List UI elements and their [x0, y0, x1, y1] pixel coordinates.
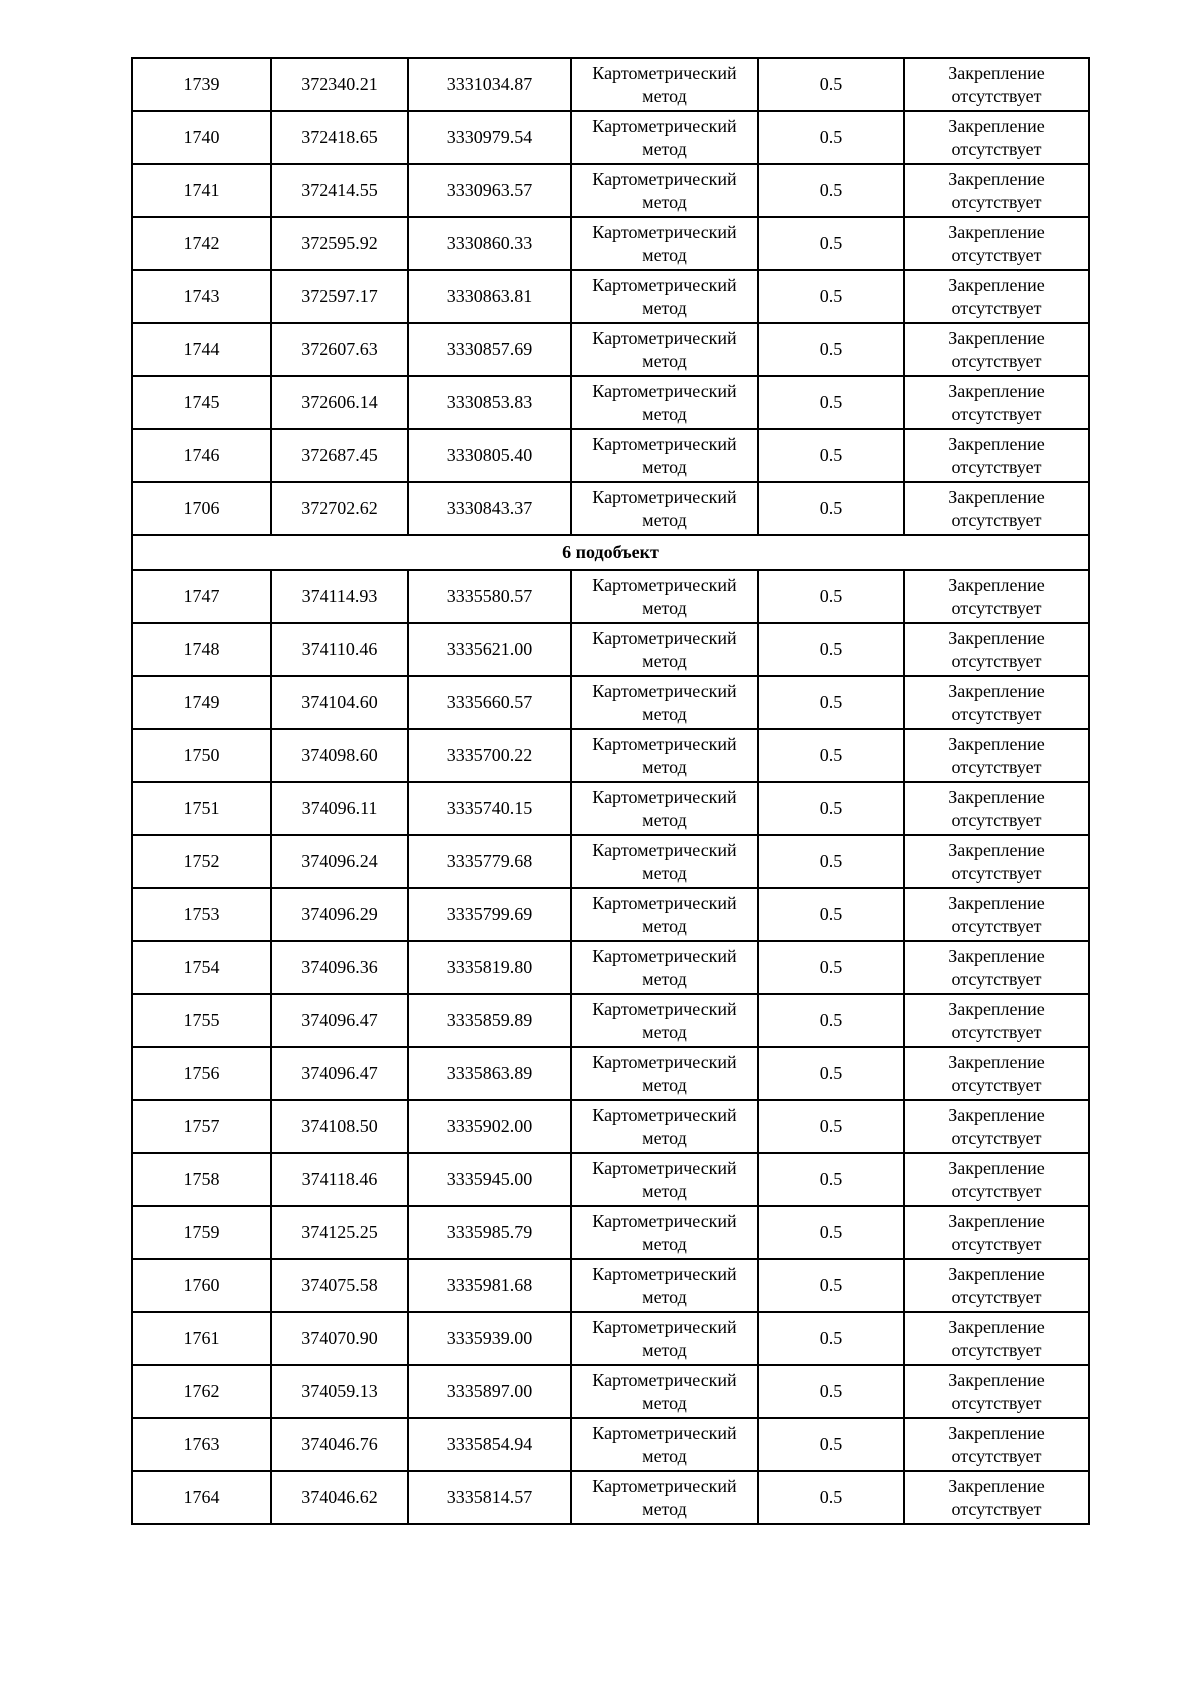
y-coordinate-cell: 3335854.94: [408, 1418, 571, 1471]
point-number-cell: 1745: [132, 376, 271, 429]
y-coordinate-cell: 3335621.00: [408, 623, 571, 676]
method-cell: Картометрический метод: [571, 941, 758, 994]
x-coordinate-cell: 372418.65: [271, 111, 408, 164]
point-number-cell: 1759: [132, 1206, 271, 1259]
accuracy-cell: 0.5: [758, 835, 904, 888]
accuracy-cell: 0.5: [758, 729, 904, 782]
accuracy-cell: 0.5: [758, 623, 904, 676]
table-row: [132, 994, 1089, 1047]
table-row: [132, 729, 1089, 782]
fixing-cell: Закрепление отсутствует: [904, 941, 1089, 994]
x-coordinate-cell: 374096.47: [271, 994, 408, 1047]
y-coordinate-cell: 3335660.57: [408, 676, 571, 729]
table-row: [132, 1259, 1089, 1312]
accuracy-cell: 0.5: [758, 111, 904, 164]
fixing-cell: Закрепление отсутствует: [904, 1047, 1089, 1100]
point-number-cell: 1742: [132, 217, 271, 270]
method-cell: Картометрический метод: [571, 623, 758, 676]
table-row: [132, 1047, 1089, 1100]
point-number-cell: 1739: [132, 58, 271, 111]
method-cell: Картометрический метод: [571, 111, 758, 164]
point-number-cell: 1743: [132, 270, 271, 323]
method-cell: Картометрический метод: [571, 1100, 758, 1153]
y-coordinate-cell: 3331034.87: [408, 58, 571, 111]
fixing-cell: Закрепление отсутствует: [904, 111, 1089, 164]
table-row: [132, 1206, 1089, 1259]
point-number-cell: 1747: [132, 570, 271, 623]
fixing-cell: Закрепление отсутствует: [904, 1365, 1089, 1418]
y-coordinate-cell: 3335945.00: [408, 1153, 571, 1206]
table-row: [132, 111, 1089, 164]
point-number-cell: 1763: [132, 1418, 271, 1471]
point-number-cell: 1756: [132, 1047, 271, 1100]
accuracy-cell: 0.5: [758, 217, 904, 270]
y-coordinate-cell: 3335814.57: [408, 1471, 571, 1524]
point-number-cell: 1760: [132, 1259, 271, 1312]
x-coordinate-cell: 374104.60: [271, 676, 408, 729]
fixing-cell: Закрепление отсутствует: [904, 1153, 1089, 1206]
fixing-cell: Закрепление отсутствует: [904, 994, 1089, 1047]
y-coordinate-cell: 3335939.00: [408, 1312, 571, 1365]
y-coordinate-cell: 3330843.37: [408, 482, 571, 535]
method-cell: Картометрический метод: [571, 1259, 758, 1312]
point-number-cell: 1748: [132, 623, 271, 676]
x-coordinate-cell: 374110.46: [271, 623, 408, 676]
accuracy-cell: 0.5: [758, 570, 904, 623]
y-coordinate-cell: 3335863.89: [408, 1047, 571, 1100]
x-coordinate-cell: 372414.55: [271, 164, 408, 217]
table-row: [132, 270, 1089, 323]
accuracy-cell: 0.5: [758, 1206, 904, 1259]
method-cell: Картометрический метод: [571, 782, 758, 835]
point-number-cell: 1741: [132, 164, 271, 217]
y-coordinate-cell: 3330860.33: [408, 217, 571, 270]
x-coordinate-cell: 374096.24: [271, 835, 408, 888]
x-coordinate-cell: 374096.29: [271, 888, 408, 941]
x-coordinate-cell: 374046.62: [271, 1471, 408, 1524]
fixing-cell: Закрепление отсутствует: [904, 676, 1089, 729]
accuracy-cell: 0.5: [758, 1259, 904, 1312]
x-coordinate-cell: 374070.90: [271, 1312, 408, 1365]
point-number-cell: 1706: [132, 482, 271, 535]
y-coordinate-cell: 3330863.81: [408, 270, 571, 323]
accuracy-cell: 0.5: [758, 676, 904, 729]
y-coordinate-cell: 3330979.54: [408, 111, 571, 164]
y-coordinate-cell: 3335779.68: [408, 835, 571, 888]
method-cell: Картометрический метод: [571, 1047, 758, 1100]
x-coordinate-cell: 374046.76: [271, 1418, 408, 1471]
table-row: [132, 570, 1089, 623]
point-number-cell: 1750: [132, 729, 271, 782]
point-number-cell: 1751: [132, 782, 271, 835]
accuracy-cell: 0.5: [758, 376, 904, 429]
accuracy-cell: 0.5: [758, 270, 904, 323]
x-coordinate-cell: 374098.60: [271, 729, 408, 782]
table-row: [132, 888, 1089, 941]
fixing-cell: Закрепление отсутствует: [904, 1312, 1089, 1365]
accuracy-cell: 0.5: [758, 994, 904, 1047]
fixing-cell: Закрепление отсутствует: [904, 217, 1089, 270]
y-coordinate-cell: 3330963.57: [408, 164, 571, 217]
point-number-cell: 1757: [132, 1100, 271, 1153]
fixing-cell: Закрепление отсутствует: [904, 376, 1089, 429]
fixing-cell: Закрепление отсутствует: [904, 482, 1089, 535]
method-cell: Картометрический метод: [571, 888, 758, 941]
accuracy-cell: 0.5: [758, 888, 904, 941]
table-row: [132, 676, 1089, 729]
fixing-cell: Закрепление отсутствует: [904, 164, 1089, 217]
method-cell: Картометрический метод: [571, 58, 758, 111]
method-cell: Картометрический метод: [571, 570, 758, 623]
accuracy-cell: 0.5: [758, 1047, 904, 1100]
method-cell: Картометрический метод: [571, 376, 758, 429]
table-row: [132, 1471, 1089, 1524]
method-cell: Картометрический метод: [571, 1418, 758, 1471]
y-coordinate-cell: 3335740.15: [408, 782, 571, 835]
accuracy-cell: 0.5: [758, 164, 904, 217]
coordinates-table-body: [132, 58, 1089, 1524]
table-row: [132, 1418, 1089, 1471]
point-number-cell: 1749: [132, 676, 271, 729]
x-coordinate-cell: 372597.17: [271, 270, 408, 323]
method-cell: Картометрический метод: [571, 1471, 758, 1524]
table-row: [132, 429, 1089, 482]
x-coordinate-cell: 374114.93: [271, 570, 408, 623]
point-number-cell: 1744: [132, 323, 271, 376]
x-coordinate-cell: 374075.58: [271, 1259, 408, 1312]
accuracy-cell: 0.5: [758, 1365, 904, 1418]
fixing-cell: Закрепление отсутствует: [904, 58, 1089, 111]
method-cell: Картометрический метод: [571, 482, 758, 535]
x-coordinate-cell: 374059.13: [271, 1365, 408, 1418]
fixing-cell: Закрепление отсутствует: [904, 270, 1089, 323]
x-coordinate-cell: 374125.25: [271, 1206, 408, 1259]
y-coordinate-cell: 3335985.79: [408, 1206, 571, 1259]
point-number-cell: 1754: [132, 941, 271, 994]
y-coordinate-cell: 3335897.00: [408, 1365, 571, 1418]
method-cell: Картометрический метод: [571, 164, 758, 217]
x-coordinate-cell: 374096.11: [271, 782, 408, 835]
point-number-cell: 1761: [132, 1312, 271, 1365]
table-row: [132, 323, 1089, 376]
y-coordinate-cell: 3330857.69: [408, 323, 571, 376]
table-row: [132, 58, 1089, 111]
table-row: [132, 376, 1089, 429]
accuracy-cell: 0.5: [758, 941, 904, 994]
y-coordinate-cell: 3335981.68: [408, 1259, 571, 1312]
method-cell: Картометрический метод: [571, 729, 758, 782]
x-coordinate-cell: 372687.45: [271, 429, 408, 482]
fixing-cell: Закрепление отсутствует: [904, 570, 1089, 623]
fixing-cell: Закрепление отсутствует: [904, 429, 1089, 482]
fixing-cell: Закрепление отсутствует: [904, 623, 1089, 676]
y-coordinate-cell: 3330805.40: [408, 429, 571, 482]
accuracy-cell: 0.5: [758, 782, 904, 835]
x-coordinate-cell: 372607.63: [271, 323, 408, 376]
accuracy-cell: 0.5: [758, 429, 904, 482]
y-coordinate-cell: 3335580.57: [408, 570, 571, 623]
point-number-cell: 1746: [132, 429, 271, 482]
accuracy-cell: 0.5: [758, 58, 904, 111]
y-coordinate-cell: 3335819.80: [408, 941, 571, 994]
coordinates-table: [131, 57, 1090, 1525]
table-row: [132, 835, 1089, 888]
y-coordinate-cell: 3335902.00: [408, 1100, 571, 1153]
table-row: [132, 164, 1089, 217]
accuracy-cell: 0.5: [758, 482, 904, 535]
accuracy-cell: 0.5: [758, 1471, 904, 1524]
table-row: [132, 623, 1089, 676]
x-coordinate-cell: 372595.92: [271, 217, 408, 270]
y-coordinate-cell: 3330853.83: [408, 376, 571, 429]
accuracy-cell: 0.5: [758, 1153, 904, 1206]
section-header-row: [132, 535, 1089, 570]
point-number-cell: 1755: [132, 994, 271, 1047]
y-coordinate-cell: 3335799.69: [408, 888, 571, 941]
x-coordinate-cell: 372606.14: [271, 376, 408, 429]
table-row: [132, 482, 1089, 535]
point-number-cell: 1764: [132, 1471, 271, 1524]
x-coordinate-cell: 374108.50: [271, 1100, 408, 1153]
table-row: [132, 1312, 1089, 1365]
x-coordinate-cell: 372340.21: [271, 58, 408, 111]
point-number-cell: 1752: [132, 835, 271, 888]
y-coordinate-cell: 3335859.89: [408, 994, 571, 1047]
accuracy-cell: 0.5: [758, 1312, 904, 1365]
y-coordinate-cell: 3335700.22: [408, 729, 571, 782]
accuracy-cell: 0.5: [758, 323, 904, 376]
point-number-cell: 1758: [132, 1153, 271, 1206]
table-row: [132, 1153, 1089, 1206]
method-cell: Картометрический метод: [571, 323, 758, 376]
x-coordinate-cell: 372702.62: [271, 482, 408, 535]
fixing-cell: Закрепление отсутствует: [904, 782, 1089, 835]
fixing-cell: Закрепление отсутствует: [904, 1471, 1089, 1524]
method-cell: Картометрический метод: [571, 1206, 758, 1259]
fixing-cell: Закрепление отсутствует: [904, 1206, 1089, 1259]
fixing-cell: Закрепление отсутствует: [904, 835, 1089, 888]
fixing-cell: Закрепление отсутствует: [904, 1100, 1089, 1153]
method-cell: Картометрический метод: [571, 1153, 758, 1206]
method-cell: Картометрический метод: [571, 676, 758, 729]
section-title: 6 подобъект: [132, 535, 1089, 570]
x-coordinate-cell: 374118.46: [271, 1153, 408, 1206]
accuracy-cell: 0.5: [758, 1418, 904, 1471]
point-number-cell: 1753: [132, 888, 271, 941]
method-cell: Картометрический метод: [571, 994, 758, 1047]
table-row: [132, 217, 1089, 270]
x-coordinate-cell: 374096.47: [271, 1047, 408, 1100]
accuracy-cell: 0.5: [758, 1100, 904, 1153]
method-cell: Картометрический метод: [571, 1312, 758, 1365]
method-cell: Картометрический метод: [571, 1365, 758, 1418]
method-cell: Картометрический метод: [571, 429, 758, 482]
fixing-cell: Закрепление отсутствует: [904, 323, 1089, 376]
table-row: [132, 782, 1089, 835]
fixing-cell: Закрепление отсутствует: [904, 888, 1089, 941]
method-cell: Картометрический метод: [571, 217, 758, 270]
table-row: [132, 1365, 1089, 1418]
x-coordinate-cell: 374096.36: [271, 941, 408, 994]
point-number-cell: 1762: [132, 1365, 271, 1418]
table-row: [132, 941, 1089, 994]
method-cell: Картометрический метод: [571, 270, 758, 323]
method-cell: Картометрический метод: [571, 835, 758, 888]
fixing-cell: Закрепление отсутствует: [904, 1418, 1089, 1471]
fixing-cell: Закрепление отсутствует: [904, 729, 1089, 782]
fixing-cell: Закрепление отсутствует: [904, 1259, 1089, 1312]
table-row: [132, 1100, 1089, 1153]
point-number-cell: 1740: [132, 111, 271, 164]
